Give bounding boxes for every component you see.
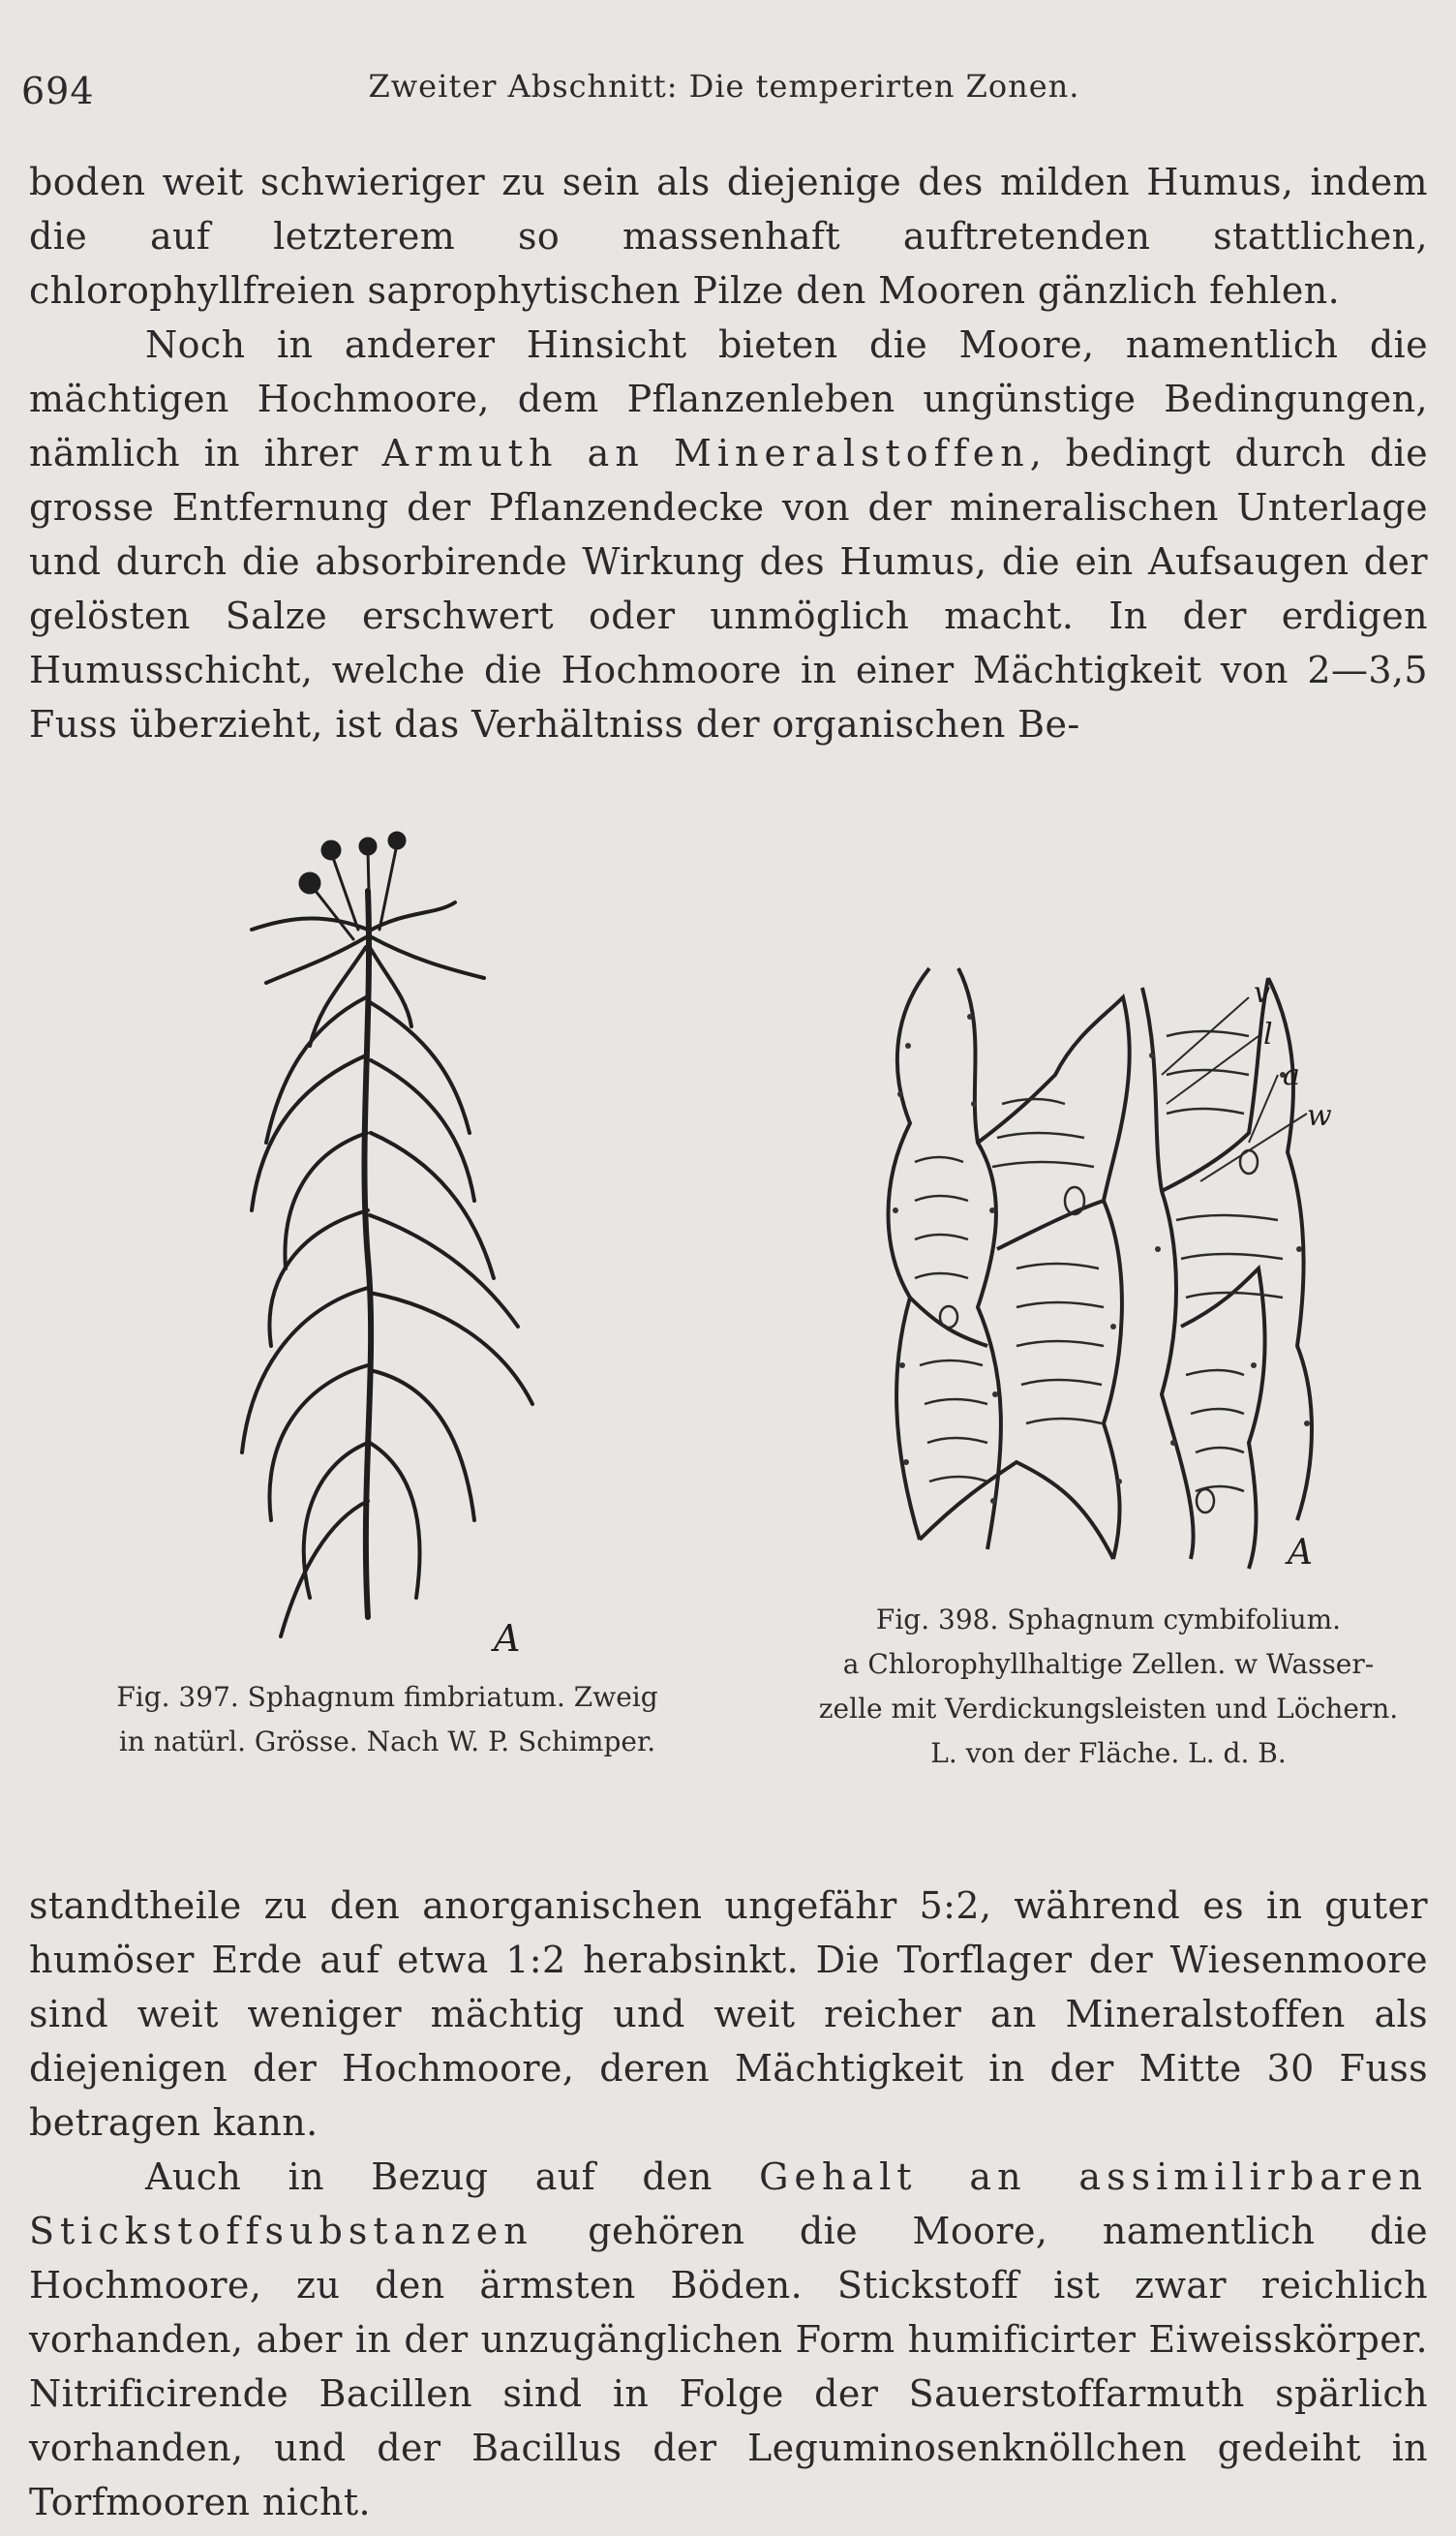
paragraph-3: standtheile zu den anorganischen ungefähr 5:2, während es in guter humöser Erde auf etwa 1:2 herabsinkt. Die Torflager der Wiesenmoore sind weit weniger mächtig und weit reicher an Mineralstoffen als diejenigen der Hochmoore, deren Mächtigkeit in der Mitte 30 Fuss betragen kann.	[29, 1884, 1428, 2144]
caption-398-line-3: zelle mit Verdickungsleisten und Löchern.	[818, 1693, 1399, 1725]
emphasis-stickstoff: Gehalt an assimilirbaren Stickstoffsubstanzen	[29, 2155, 1428, 2252]
label-v: v	[1254, 976, 1270, 1010]
paragraph-4-part-2: gehören die Moore, namentlich die Hochmoore, zu den ärmsten Böden. Stickstoff ist zwar reichlich vorhanden, aber in der unzugänglichen Form humificirter Eiweisskörper. Nitrificirende Bacillen sind in Folge der Sauerstoffarmuth spärlich vorhanden, und der Bacillus der Leguminosenknöllchen gedeiht in Torfmooren nicht.	[29, 2210, 1428, 2523]
paragraph-4	[29, 2150, 1428, 2529]
paragraph-2-part-1: Noch in anderer Hinsicht bieten die Moore, namentlich die mächtigen Hochmoore, dem Pflanzenleben ungünstige Bedingungen, nämlich in ihrer	[29, 323, 1428, 474]
text-block-top	[29, 155, 1428, 751]
text-block-bottom	[29, 1879, 1428, 2529]
figure-398	[794, 959, 1423, 1791]
paragraph-1: boden weit schwieriger zu sein als diejenige des milden Humus, indem die auf letzterem so massenhaft auftretenden stattlichen, chlorophyllfreien saprophytischen Pilze den Mooren gänzlich fehlen.	[29, 161, 1428, 312]
caption-398	[794, 1598, 1423, 1776]
label-w: w	[1307, 1099, 1332, 1133]
label-a: a	[1283, 1058, 1300, 1092]
caption-397	[77, 1675, 697, 1764]
figure-397-letter: A	[494, 1617, 521, 1656]
caption-398-line-2: a Chlorophyllhaltige Zellen. w Wasser-	[842, 1648, 1375, 1680]
page-number: 694	[21, 70, 95, 112]
caption-397-line-2: in natürl. Grösse. Nach W. P. Schimper.	[118, 1726, 656, 1757]
label-l: l	[1263, 1018, 1273, 1052]
paragraph-2	[29, 318, 1428, 751]
caption-398-line-4: L. von der Fläche. L. d. B.	[930, 1737, 1287, 1769]
figure-397	[77, 823, 697, 1791]
caption-398-line-1: Fig. 398. Sphagnum cymbifolium.	[875, 1604, 1342, 1635]
figure-398-letter: A	[1288, 1533, 1313, 1573]
running-title: Zweiter Abschnitt: Die temperirten Zonen.	[368, 68, 1080, 105]
paragraph-2-part-2: , bedingt durch die grosse Entfernung der Pflanzendecke von der mineralischen Unterlage und durch die absorbirende Wirkung des Humus, die ein Aufsaugen der gelösten Salze erschwert oder unmöglich macht. In der erdigen Humusschicht, welche die Hochmoore in einer Mächtigkeit von 2—3,5 Fuss überzieht, ist das Verhältniss der organischen Be-	[29, 432, 1428, 746]
sphagnum-branch-illustration	[77, 823, 697, 1656]
emphasis-armuth: Armuth an Mineralstoffen	[381, 432, 1030, 474]
sphagnum-cells-illustration	[794, 959, 1423, 1578]
caption-397-line-1: Fig. 397. Sphagnum fimbriatum. Zweig	[116, 1681, 658, 1713]
paragraph-4-part-1: Auch in Bezug auf den	[145, 2155, 760, 2198]
running-head	[21, 60, 1427, 118]
